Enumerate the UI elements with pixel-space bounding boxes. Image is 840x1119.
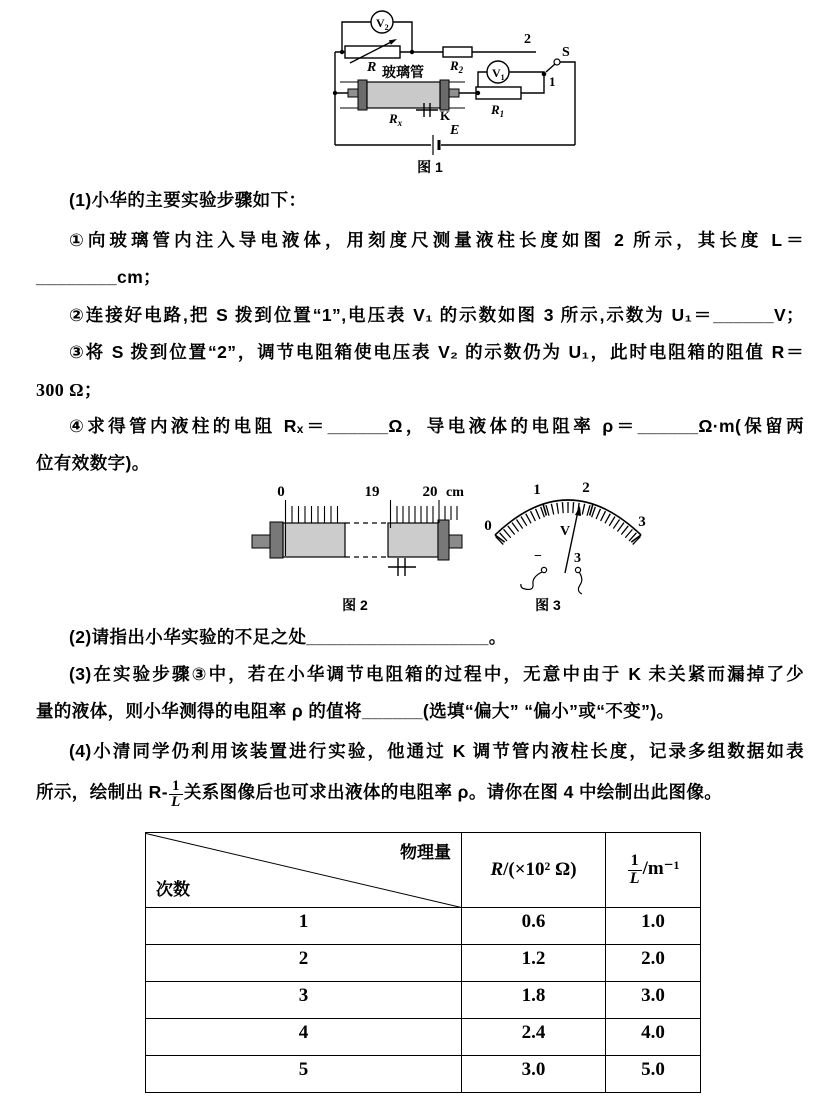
diagonal-header-cell: [146, 833, 462, 908]
header-R-column: R/(×10² Ω): [462, 833, 606, 908]
table-row: [146, 1019, 701, 1056]
trial-number-cell: 5: [146, 1056, 462, 1093]
dial-0-label: 0: [484, 518, 492, 534]
measurement-data-table: [145, 832, 701, 1093]
figure2-ruler-tube: [250, 478, 470, 618]
ruler-cm-label: cm: [446, 485, 464, 500]
question-4-line-1: (4)小清同学仍利用该装置进行实验，他通过 K 调节管内液柱长度，记录多组数据如表: [69, 741, 804, 761]
q4-text-before-fraction: 所示，绘制出 R-: [36, 782, 168, 802]
resistance-cell: 0.6: [462, 908, 606, 945]
terminal-wires: [521, 567, 582, 594]
fraction-1-over-L: $\frac{1}{L}$: [628, 853, 642, 888]
glass-tube: [348, 80, 459, 110]
question-4-line-2: [36, 772, 804, 812]
ruler-19-label: 19: [364, 484, 380, 500]
figure1-caption: 图 1: [417, 159, 443, 175]
header-1overL-column: $\frac{1}{L}$ /m⁻¹: [606, 833, 701, 908]
voltmeter-V2-icon: [371, 11, 393, 33]
paragraph-1-title: (1)小华的主要实验步骤如下：: [69, 190, 307, 210]
figure2-caption: 图 2: [342, 597, 368, 613]
step-4-line-1: ④求得管内液柱的电阻 Rₓ＝______Ω，导电液体的电阻率 ρ＝______Ω·m(保留两: [69, 416, 804, 436]
question-3-line-2: 量的液体，则小华测得的电阻率 ρ 的值将______(选填“偏大” “偏小”或“不变”)。: [36, 701, 675, 721]
terminal-3-label: 3: [574, 551, 581, 566]
dial-2-label: 2: [582, 480, 590, 496]
dial-unit-V: V: [560, 524, 571, 539]
ruler-0-label: 0: [277, 484, 285, 500]
question-3-line-1: (3)在实验步骤③中，若在小华调节电阻箱的过程中，无意中由于 K 未关紧而漏掉了少: [69, 664, 804, 684]
resistor-R1: [476, 87, 521, 99]
table-row: [146, 908, 701, 945]
svg-text:V2: $V_2$: [376, 16, 389, 32]
resistance-cell: 2.4: [462, 1019, 606, 1056]
trial-number-cell: 4: [146, 1019, 462, 1056]
resistor-R2: [443, 47, 472, 57]
trial-number-cell: 3: [146, 982, 462, 1019]
inverse-length-cell: 2.0: [606, 945, 701, 982]
inverse-length-cell: 3.0: [606, 982, 701, 1019]
label-pos1: 1: [549, 74, 556, 89]
dial-1-label: 1: [533, 482, 541, 498]
terminal-minus-label: −: [534, 549, 542, 564]
inverse-length-cell: 4.0: [606, 1019, 701, 1056]
label-E: E: [450, 123, 460, 138]
header-trial-label: 次数: [156, 880, 190, 899]
svg-text:V1: $V_1$: [492, 66, 505, 82]
step-4-line-2: 位有效数字)。: [36, 453, 150, 473]
inverse-length-cell: 5.0: [606, 1056, 701, 1093]
resistance-cell: 1.8: [462, 982, 606, 1019]
figure3-caption: 图 3: [535, 597, 561, 613]
inverse-length-cell: 1.0: [606, 908, 701, 945]
header-quantity-label: 物理量: [400, 843, 451, 862]
label-R: R: [367, 60, 377, 75]
label-K: K: [440, 108, 451, 123]
voltmeter-V1-icon: [487, 61, 509, 83]
q4-text-after-fraction: 关系图像后也可求出液体的电阻率 ρ。请你在图 4 中绘制出此图像。: [183, 782, 723, 802]
battery-E-icon: [433, 135, 439, 155]
fraction-1-over-L: $\frac{1}{L}$: [169, 779, 183, 812]
step-3-line-2: 300 Ω；: [36, 380, 103, 400]
table-row: [146, 945, 701, 982]
step-2-line: ②连接好电路,把 S 拨到位置“1”,电压表 V₁ 的示数如图 3 所示,示数为 U₁＝______V；: [69, 305, 804, 325]
label-glass-tube: 玻璃管: [382, 64, 424, 80]
trial-number-cell: 1: [146, 908, 462, 945]
step-3-line-1: ③将 S 拨到位置“2”，调节电阻箱使电压表 V₂ 的示数仍为 U₁，此时电阻箱的阻值 R＝: [69, 342, 804, 362]
table-header-row: [146, 833, 701, 908]
table-row: [146, 982, 701, 1019]
table-row: [146, 1056, 701, 1093]
question-2-line: (2)请指出小华实验的不足之处__________________。: [69, 627, 507, 647]
tube-break-dashes: [345, 523, 388, 557]
label-pos2: 2: [524, 32, 531, 47]
trial-number-cell: 2: [146, 945, 462, 982]
resistance-cell: 3.0: [462, 1056, 606, 1093]
resistance-cell: 1.2: [462, 945, 606, 982]
dial-3-label: 3: [638, 514, 646, 530]
step-1-line-2: ________cm；: [36, 267, 162, 287]
valve-K-icon: [388, 558, 416, 576]
ruler-20-label: 20: [422, 484, 438, 500]
label-S: S: [562, 45, 570, 60]
tube-body: [252, 520, 462, 560]
figure1-circuit-diagram: [300, 0, 580, 180]
label-R1: $R_1$: [491, 102, 505, 119]
label-Rx: $R_x$: [389, 111, 403, 128]
figure3-voltmeter-dial: [480, 478, 660, 618]
step-1-line-1: ①向玻璃管内注入导电液体，用刻度尺测量液柱长度如图 2 所示，其长度 L＝: [69, 230, 804, 250]
label-R2: $R_2$: [450, 58, 464, 75]
